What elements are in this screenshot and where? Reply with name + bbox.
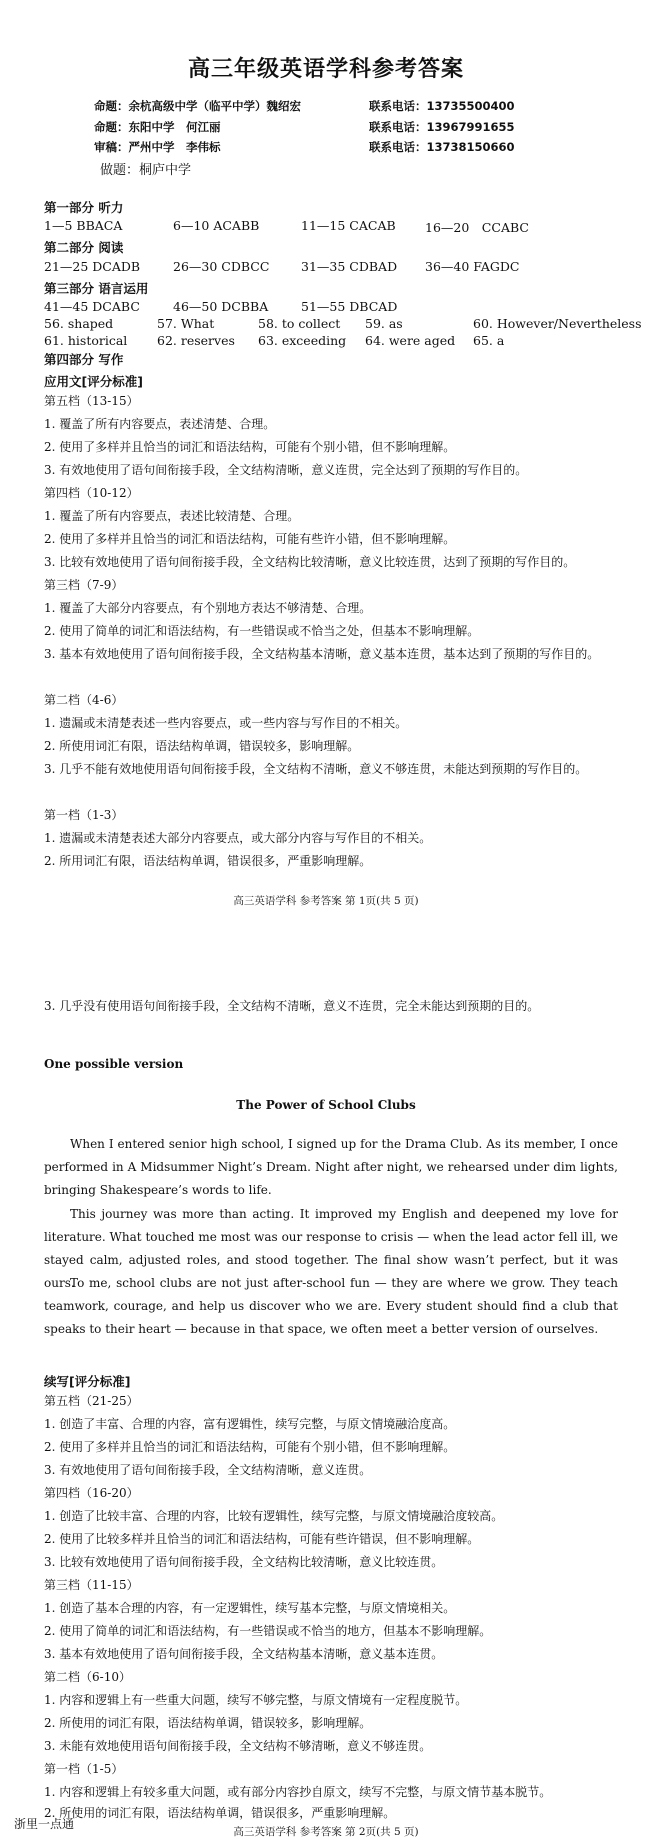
solver-line: 做题：桐庐中学 xyxy=(100,163,192,178)
part3-heading: 第三部分 语言运用 xyxy=(44,281,149,296)
fill-answer: 60. However/Nevertheless xyxy=(473,316,642,331)
rubric-line: 第三档（11-15） xyxy=(44,1578,139,1592)
fill-answer: 64. were aged xyxy=(365,333,456,348)
answer-group: 46—50 DCBBA xyxy=(173,299,269,314)
part2-heading: 第二部分 阅读 xyxy=(44,240,124,255)
rubric-line: 1. 创造了比较丰富、合理的内容，比较有逻辑性，续写完整，与原文情境融洽度较高。 xyxy=(44,1509,504,1523)
rubric-line: 3. 基本有效地使用了语句间衔接手段，全文结构基本清晰，意义基本连贯，基本达到了预期的写作目的。 xyxy=(44,647,600,661)
answer-group: 36—40 FAGDC xyxy=(425,259,520,274)
essay-title: The Power of School Clubs xyxy=(236,1098,416,1112)
rubric-line: 3. 比较有效地使用了语句间衔接手段，全文结构比较清晰，意义比较连贯，达到了预期的写作目的。 xyxy=(44,555,576,569)
author-phone: 联系电话：13735500400 xyxy=(369,99,515,113)
fill-answer: 62. reserves xyxy=(157,333,235,348)
fill-answer: 61. historical xyxy=(44,333,128,348)
sample-version-label: One possible version xyxy=(44,1057,184,1071)
rubric-line: 2. 使用了多样并且恰当的词汇和语法结构，可能有个别小错，但不影响理解。 xyxy=(44,440,456,454)
essay-paragraph: When I entered senior high school, I signed up for the Drama Club. As its member, I once performed in A Midsummer Night’s Dream. Night after night, we rehearsed under dim lights, bringing Shakespeare’s words to life. xyxy=(44,1137,618,1197)
rubric-line: 1. 内容和逻辑上有较多重大问题，或有部分内容抄自原文，续写不完整，与原文情节基本脱节。 xyxy=(44,1785,552,1799)
author-line: 命题：余杭高级中学（临平中学）魏绍宏 xyxy=(94,99,301,113)
answer-group: 1—5 BBACA xyxy=(44,218,123,233)
rubric-line: 1. 覆盖了大部分内容要点，有个别地方表达不够清楚、合理。 xyxy=(44,601,372,615)
answer-group: 51—55 DBCAD xyxy=(301,299,398,314)
rubric-line: 2. 所使用的词汇有限，语法结构单调，错误较多，影响理解。 xyxy=(44,1716,372,1730)
author-phone: 联系电话：13738150660 xyxy=(369,140,515,154)
author-line: 审稿：严州中学 李伟标 xyxy=(94,140,221,154)
rubric-line: 2. 使用了多样并且恰当的词汇和语法结构，可能有些许小错，但不影响理解。 xyxy=(44,532,456,546)
rubric-line: 2. 所用词汇有限，语法结构单调，错误很多，严重影响理解。 xyxy=(44,854,372,868)
rubric-line: 2. 所使用的词汇有限，语法结构单调，错误很多，严重影响理解。 xyxy=(44,1806,396,1820)
rubric-line: 1. 遗漏或未清楚表述大部分内容要点，或大部分内容与写作目的不相关。 xyxy=(44,831,432,845)
fill-answer: 63. exceeding xyxy=(258,333,347,348)
rubric-line: 2. 使用了简单的词汇和语法结构，有一些错误或不恰当的地方，但基本不影响理解。 xyxy=(44,1624,492,1638)
rubric-line: 第二档（4-6） xyxy=(44,693,124,707)
rubric-line: 1. 覆盖了所有内容要点，表述清楚、合理。 xyxy=(44,417,276,431)
rubric-line: 2. 所使用词汇有限，语法结构单调，错误较多，影响理解。 xyxy=(44,739,360,753)
rubric-line: 第一档（1-3） xyxy=(44,808,124,822)
rubric-line: 3. 未能有效地使用语句间衔接手段，全文结构不够清晰，意义不够连贯。 xyxy=(44,1739,432,1753)
fill-answer: 59. as xyxy=(365,316,403,331)
part4-heading: 第四部分 写作 xyxy=(44,352,124,367)
rubric-line: 3. 几乎没有使用语句间衔接手段，全文结构不清晰，意义不连贯，完全未能达到预期的目的。 xyxy=(44,999,540,1013)
answer-group: 26—30 CDBCC xyxy=(173,259,270,274)
fill-answer: 58. to collect xyxy=(258,316,341,331)
part1-heading: 第一部分 听力 xyxy=(44,200,124,215)
rubric-line: 3. 有效地使用了语句间衔接手段，全文结构清晰，意义连贯，完全达到了预期的写作目的。 xyxy=(44,463,528,477)
rubric-line: 3. 基本有效地使用了语句间衔接手段，全文结构基本清晰，意义基本连贯。 xyxy=(44,1647,444,1661)
rubric-line: 2. 使用了简单的词汇和语法结构，有一些错误或不恰当之处，但基本不影响理解。 xyxy=(44,624,480,638)
author-phone: 联系电话：13967991655 xyxy=(369,120,515,134)
application-rubric-heading: 应用文[评分标准] xyxy=(44,374,143,389)
page-footer: 高三英语学科 参考答案 第 1页(共 5 页) xyxy=(233,895,419,907)
answer-group: 31—35 CDBAD xyxy=(301,259,398,274)
answer-group: 6—10 ACABB xyxy=(173,218,260,233)
fill-answer: 57. What xyxy=(157,316,215,331)
rubric-line: 第五档（21-25） xyxy=(44,1394,139,1408)
answer-group: 41—45 DCABC xyxy=(44,299,140,314)
rubric-line: 第一档（1-5） xyxy=(44,1762,124,1776)
rubric-line: 2. 使用了比较多样并且恰当的词汇和语法结构，可能有些许错误，但不影响理解。 xyxy=(44,1532,480,1546)
answer-group: 16—20 CCABC xyxy=(425,220,529,235)
page-footer: 高三英语学科 参考答案 第 2页(共 5 页) xyxy=(233,1826,419,1838)
rubric-line: 第三档（7-9） xyxy=(44,578,124,592)
rubric-line: 1. 创造了基本合理的内容，有一定逻辑性，续写基本完整，与原文情境相关。 xyxy=(44,1601,456,1615)
rubric-line: 第四档（16-20） xyxy=(44,1486,139,1500)
rubric-line: 第四档（10-12） xyxy=(44,486,139,500)
rubric-line: 3. 有效地使用了语句间衔接手段，全文结构清晰，意义连贯。 xyxy=(44,1463,372,1477)
rubric-line: 3. 几乎不能有效地使用语句间衔接手段，全文结构不清晰，意义不够连贯，未能达到预期的写作目的。 xyxy=(44,762,588,776)
watermark-text: 浙里一点通 xyxy=(14,1817,75,1831)
fill-answer: 65. a xyxy=(473,333,505,348)
essay-paragraph: To me, school clubs are not just after-school fun — they are where we grow. They teach teamwork, courage, and help us discover who we are. Every student should find a club that speaks to their heart — because in that space, we often meet a better version of ourselves. xyxy=(44,1276,618,1336)
rubric-line: 1. 遗漏或未清楚表述一些内容要点，或一些内容与写作目的不相关。 xyxy=(44,716,408,730)
continuation-rubric-heading: 续写[评分标准] xyxy=(44,1374,131,1389)
author-line: 命题：东阳中学 何江丽 xyxy=(94,120,221,134)
rubric-line: 1. 创造了丰富、合理的内容，富有逻辑性，续写完整，与原文情境融洽度高。 xyxy=(44,1417,456,1431)
page-title: 高三年级英语学科参考答案 xyxy=(187,57,464,82)
essay-paragraph: This journey was more than acting. It improved my English and deepened my love for literature. What touched me most was our response to crisis — when the lead actor fell ill, we stayed calm, adjusted roles, and stood together. The final show wasn’t perfect, but it was ours. xyxy=(44,1207,618,1290)
rubric-line: 1. 覆盖了所有内容要点，表述比较清楚、合理。 xyxy=(44,509,300,523)
rubric-line: 3. 比较有效地使用了语句间衔接手段，全文结构比较清晰，意义比较连贯。 xyxy=(44,1555,444,1569)
answer-group: 21—25 DCADB xyxy=(44,259,141,274)
fill-answer: 56. shaped xyxy=(44,316,114,331)
rubric-line: 1. 内容和逻辑上有一些重大问题，续写不够完整，与原文情境有一定程度脱节。 xyxy=(44,1693,468,1707)
rubric-line: 2. 使用了多样并且恰当的词汇和语法结构，可能有个别小错，但不影响理解。 xyxy=(44,1440,456,1454)
rubric-line: 第五档（13-15） xyxy=(44,394,139,408)
answer-group: 11—15 CACAB xyxy=(301,218,396,233)
rubric-line: 第二档（6-10） xyxy=(44,1670,131,1684)
